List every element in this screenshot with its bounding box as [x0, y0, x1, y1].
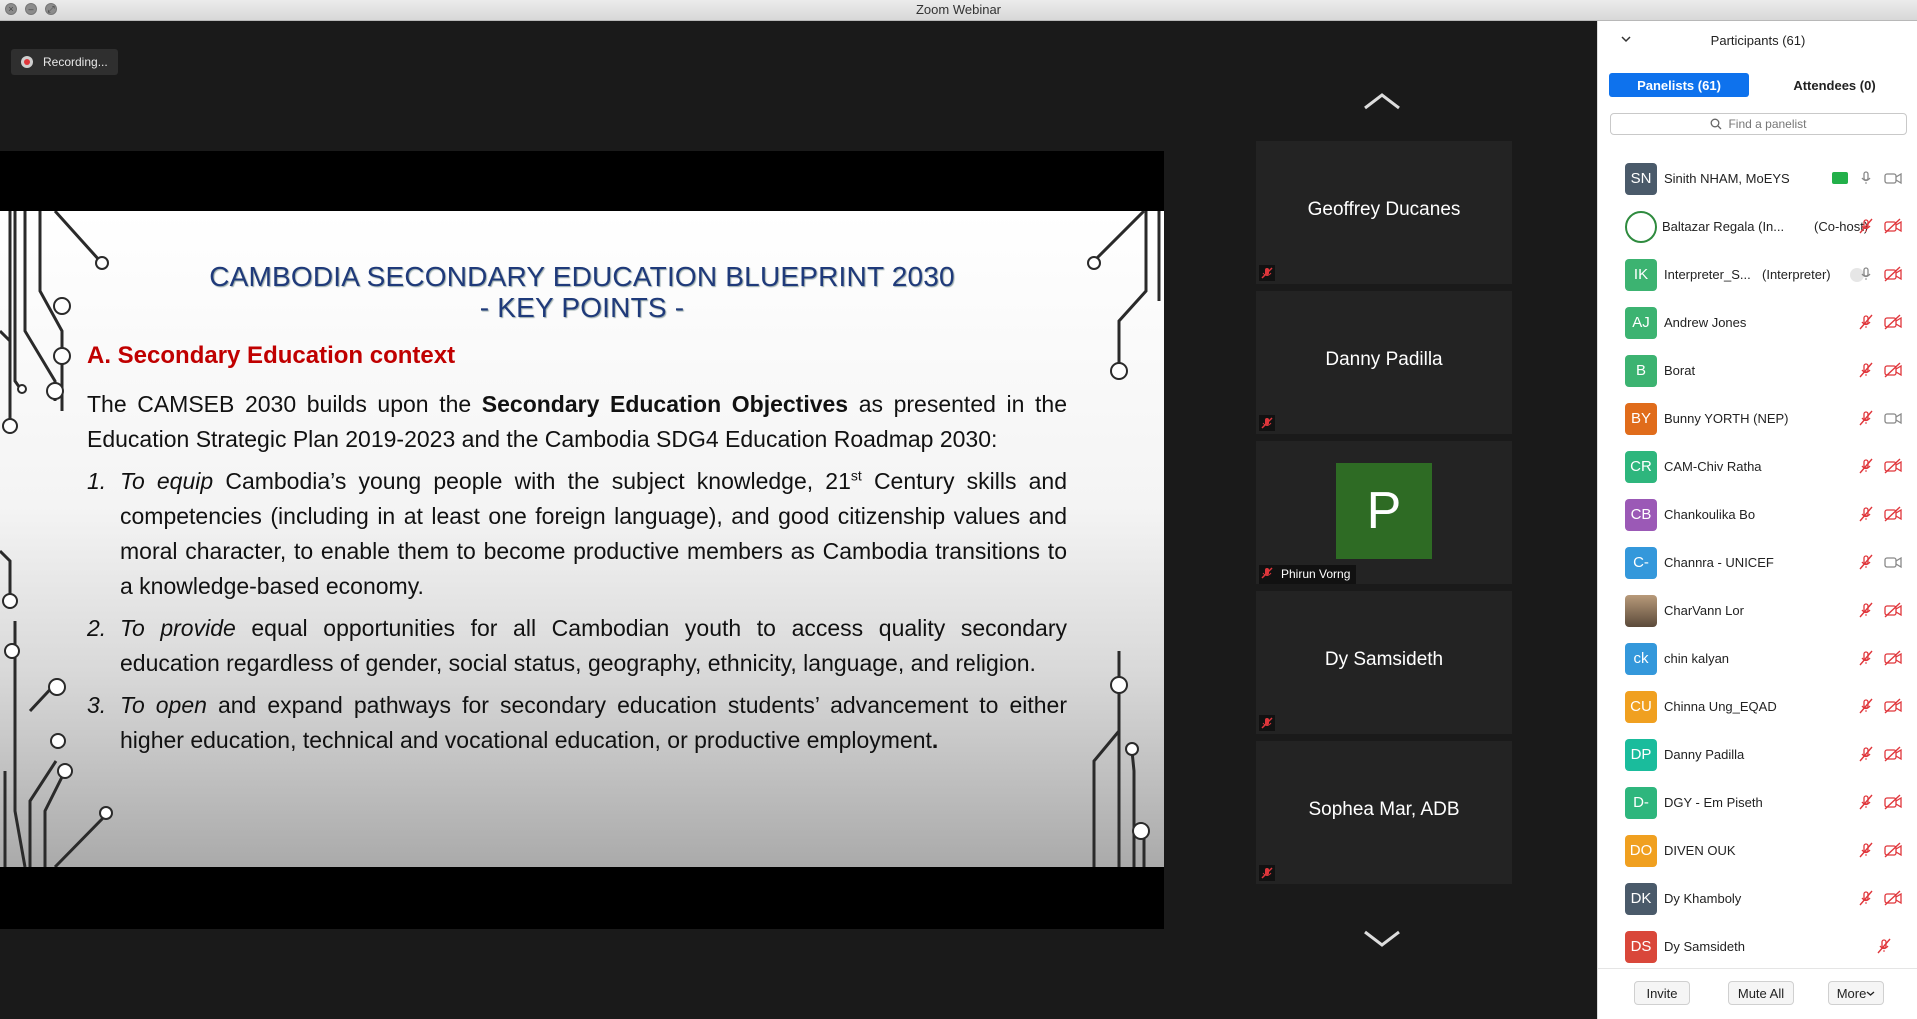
mic-muted-icon[interactable]	[1858, 602, 1876, 620]
participant-row[interactable]	[1598, 587, 1917, 635]
participant-name: CAM-Chiv Ratha	[1664, 459, 1762, 474]
participant-role: (Co-host)	[1814, 219, 1869, 234]
participant-name: Bunny YORTH (NEP)	[1664, 411, 1789, 426]
mic-icon[interactable]	[1858, 266, 1876, 284]
participant-name: chin kalyan	[1664, 651, 1730, 666]
video-icon[interactable]	[1884, 170, 1902, 188]
mic-muted-icon[interactable]	[1858, 218, 1876, 236]
recording-indicator[interactable]	[11, 49, 118, 75]
mic-muted-icon[interactable]	[1858, 698, 1876, 716]
participant-name: Chankoulika Bo	[1664, 507, 1756, 522]
panel-title: Participants (61)	[1710, 33, 1806, 48]
video-off-icon[interactable]	[1884, 602, 1902, 620]
participant-name: Geoffrey Ducanes	[1307, 199, 1461, 220]
participant-row[interactable]	[1598, 299, 1917, 347]
avatar: ck	[1625, 643, 1657, 675]
mic-muted-icon[interactable]	[1858, 506, 1876, 524]
recording-label: Recording...	[43, 55, 108, 69]
panel-footer	[1598, 968, 1917, 1019]
meeting-area	[0, 21, 1597, 1019]
participant-name: Baltazar Regala (In...	[1662, 219, 1785, 234]
participant-name: Borat	[1664, 363, 1696, 378]
video-off-icon[interactable]	[1884, 218, 1902, 236]
chevron-down-icon	[1866, 990, 1875, 997]
participant-name: CharVann Lor	[1664, 603, 1744, 618]
mic-muted-icon[interactable]	[1858, 314, 1876, 332]
mic-muted-icon[interactable]	[1858, 650, 1876, 668]
participant-name: DGY - Em Piseth	[1664, 795, 1763, 810]
participant-name: Dy Samsideth	[1664, 939, 1745, 954]
video-icon[interactable]	[1884, 554, 1902, 572]
avatar: DP	[1625, 739, 1657, 771]
participant-name: Andrew Jones	[1664, 315, 1747, 330]
participant-row[interactable]	[1598, 251, 1917, 299]
participant-list	[1598, 155, 1917, 971]
more-button[interactable]: More	[1828, 981, 1884, 1005]
participant-name: Channra - UNICEF	[1664, 555, 1774, 570]
participant-row[interactable]	[1598, 875, 1917, 923]
avatar	[1625, 595, 1657, 627]
avatar: P	[1336, 463, 1432, 559]
objectives-list	[87, 464, 1067, 758]
participant-row[interactable]	[1598, 395, 1917, 443]
participants-panel	[1597, 21, 1917, 1019]
avatar: SN	[1625, 163, 1657, 195]
avatar: DS	[1625, 931, 1657, 963]
presentation-slide	[0, 211, 1164, 867]
avatar: DO	[1625, 835, 1657, 867]
avatar: IK	[1625, 259, 1657, 291]
window-title-bar	[0, 0, 1917, 21]
participant-name: Sinith NHAM, MoEYS	[1664, 171, 1790, 186]
screen-share-icon	[1832, 172, 1848, 184]
participant-name: Sophea Mar, ADB	[1308, 799, 1460, 820]
minimize-window-button[interactable]: –	[25, 3, 37, 15]
intro-emphasis: Secondary Education Objectives	[481, 391, 849, 417]
mic-muted-icon[interactable]	[1858, 890, 1876, 908]
chevron-up-icon[interactable]	[1362, 91, 1402, 111]
slide-section-heading: A. Secondary Education context	[87, 342, 456, 369]
video-tile[interactable]	[1256, 141, 1512, 284]
video-off-icon[interactable]	[1884, 698, 1902, 716]
video-off-icon[interactable]	[1884, 314, 1902, 332]
mute-all-button[interactable]: Mute All	[1728, 981, 1794, 1005]
avatar: D-	[1625, 787, 1657, 819]
video-off-icon[interactable]	[1884, 650, 1902, 668]
slide-subtitle: - KEY POINTS -	[479, 292, 685, 323]
mic-muted-icon[interactable]	[1876, 938, 1894, 956]
avatar: CB	[1625, 499, 1657, 531]
video-off-icon[interactable]	[1884, 794, 1902, 812]
video-off-icon[interactable]	[1884, 842, 1902, 860]
mic-icon[interactable]	[1858, 170, 1876, 188]
participant-name: Chinna Ung_EQAD	[1664, 699, 1777, 714]
chevron-down-icon[interactable]	[1362, 929, 1402, 949]
search-placeholder: Find a panelist	[1728, 117, 1807, 131]
slide-body	[87, 387, 1067, 765]
mic-muted-icon[interactable]	[1858, 794, 1876, 812]
participant-row[interactable]	[1598, 683, 1917, 731]
avatar: CU	[1625, 691, 1657, 723]
video-tile[interactable]	[1256, 441, 1512, 584]
zoom-window-button[interactable]: ⤢	[45, 3, 57, 15]
video-tile[interactable]	[1256, 591, 1512, 734]
participant-role: (Interpreter)	[1762, 267, 1831, 282]
video-tile[interactable]	[1256, 741, 1512, 884]
mic-muted-icon[interactable]	[1858, 554, 1876, 572]
mic-muted-icon	[1259, 715, 1275, 731]
tab-attendees[interactable]: Attendees (0)	[1793, 77, 1876, 93]
participant-name: DIVEN OUK	[1664, 843, 1736, 858]
record-icon	[21, 56, 33, 68]
participant-name: Danny Padilla	[1664, 747, 1745, 762]
participant-row[interactable]	[1598, 779, 1917, 827]
video-tile[interactable]	[1256, 291, 1512, 434]
participant-row[interactable]	[1598, 731, 1917, 779]
participant-row[interactable]	[1598, 539, 1917, 587]
mic-muted-icon[interactable]	[1858, 746, 1876, 764]
video-off-icon[interactable]	[1884, 458, 1902, 476]
mic-muted-icon	[1259, 415, 1275, 431]
video-off-icon[interactable]	[1884, 362, 1902, 380]
participant-name: Dy Samsideth	[1324, 649, 1444, 670]
objective-item: 2. To provide equal opportunities for all Cambodian youth to access quality secondary education regardless of gender, social status, geography, ethnicity, language, and religion.	[87, 615, 1067, 676]
video-icon[interactable]	[1884, 410, 1902, 428]
objective-item: 1. To equip Cambodia’s young people with the subject knowledge, 21st Century skills and competencies (including in at least one foreign language), and good citizenship values and moral character, to enable them to become productive members as Cambodia transitions to a knowledge-based economy.	[87, 467, 1067, 599]
mic-muted-icon	[1259, 265, 1275, 281]
avatar: DK	[1625, 883, 1657, 915]
mic-muted-icon[interactable]	[1858, 410, 1876, 428]
mic-muted-icon[interactable]	[1858, 362, 1876, 380]
participant-row[interactable]	[1598, 923, 1917, 971]
participant-row[interactable]	[1598, 347, 1917, 395]
invite-button[interactable]: Invite	[1634, 981, 1690, 1005]
avatar: CR	[1625, 451, 1657, 483]
participant-name: Dy Khamboly	[1664, 891, 1742, 906]
mic-muted-icon[interactable]	[1858, 458, 1876, 476]
mic-muted-icon[interactable]	[1858, 842, 1876, 860]
mic-muted-icon	[1259, 865, 1275, 881]
video-off-icon[interactable]	[1884, 266, 1902, 284]
video-off-icon[interactable]	[1884, 506, 1902, 524]
window-title: Zoom Webinar	[915, 2, 1001, 17]
participant-row[interactable]	[1598, 203, 1917, 251]
slide-intro: The CAMSEB 2030 builds upon the Secondary Education Objectives as presented in the Education Strategic Plan 2019-2023 and the Cambodia SDG4 Education Roadmap 2030:	[87, 391, 1067, 452]
participant-row[interactable]	[1598, 443, 1917, 491]
participant-row[interactable]	[1598, 827, 1917, 875]
participant-row[interactable]	[1598, 155, 1917, 203]
participant-name: Danny Padilla	[1325, 349, 1443, 370]
participant-row[interactable]	[1598, 635, 1917, 683]
avatar: B	[1625, 355, 1657, 387]
video-off-icon[interactable]	[1884, 746, 1902, 764]
shared-screen	[0, 151, 1164, 929]
mic-muted-icon	[1259, 565, 1275, 581]
participant-name: Phirun Vorng	[1259, 565, 1356, 584]
search-input[interactable]	[1610, 113, 1907, 135]
objective-item: 3. To open and expand pathways for secondary education students’ advancement to either higher education, technical and vocational education, or productive employment.	[87, 692, 1067, 753]
participant-tabs	[1609, 73, 1908, 97]
participant-row[interactable]	[1598, 491, 1917, 539]
close-window-button[interactable]: ×	[5, 3, 17, 15]
search-icon	[1710, 118, 1722, 130]
slide-title: CAMBODIA SECONDARY EDUCATION BLUEPRINT 2030	[209, 261, 955, 292]
video-off-icon[interactable]	[1884, 890, 1902, 908]
avatar: AJ	[1625, 307, 1657, 339]
tab-panelists[interactable]: Panelists (61)	[1609, 73, 1749, 97]
avatar: BY	[1625, 403, 1657, 435]
participant-name: Interpreter_S...	[1664, 267, 1751, 282]
avatar: C-	[1625, 547, 1657, 579]
avatar	[1625, 211, 1657, 243]
